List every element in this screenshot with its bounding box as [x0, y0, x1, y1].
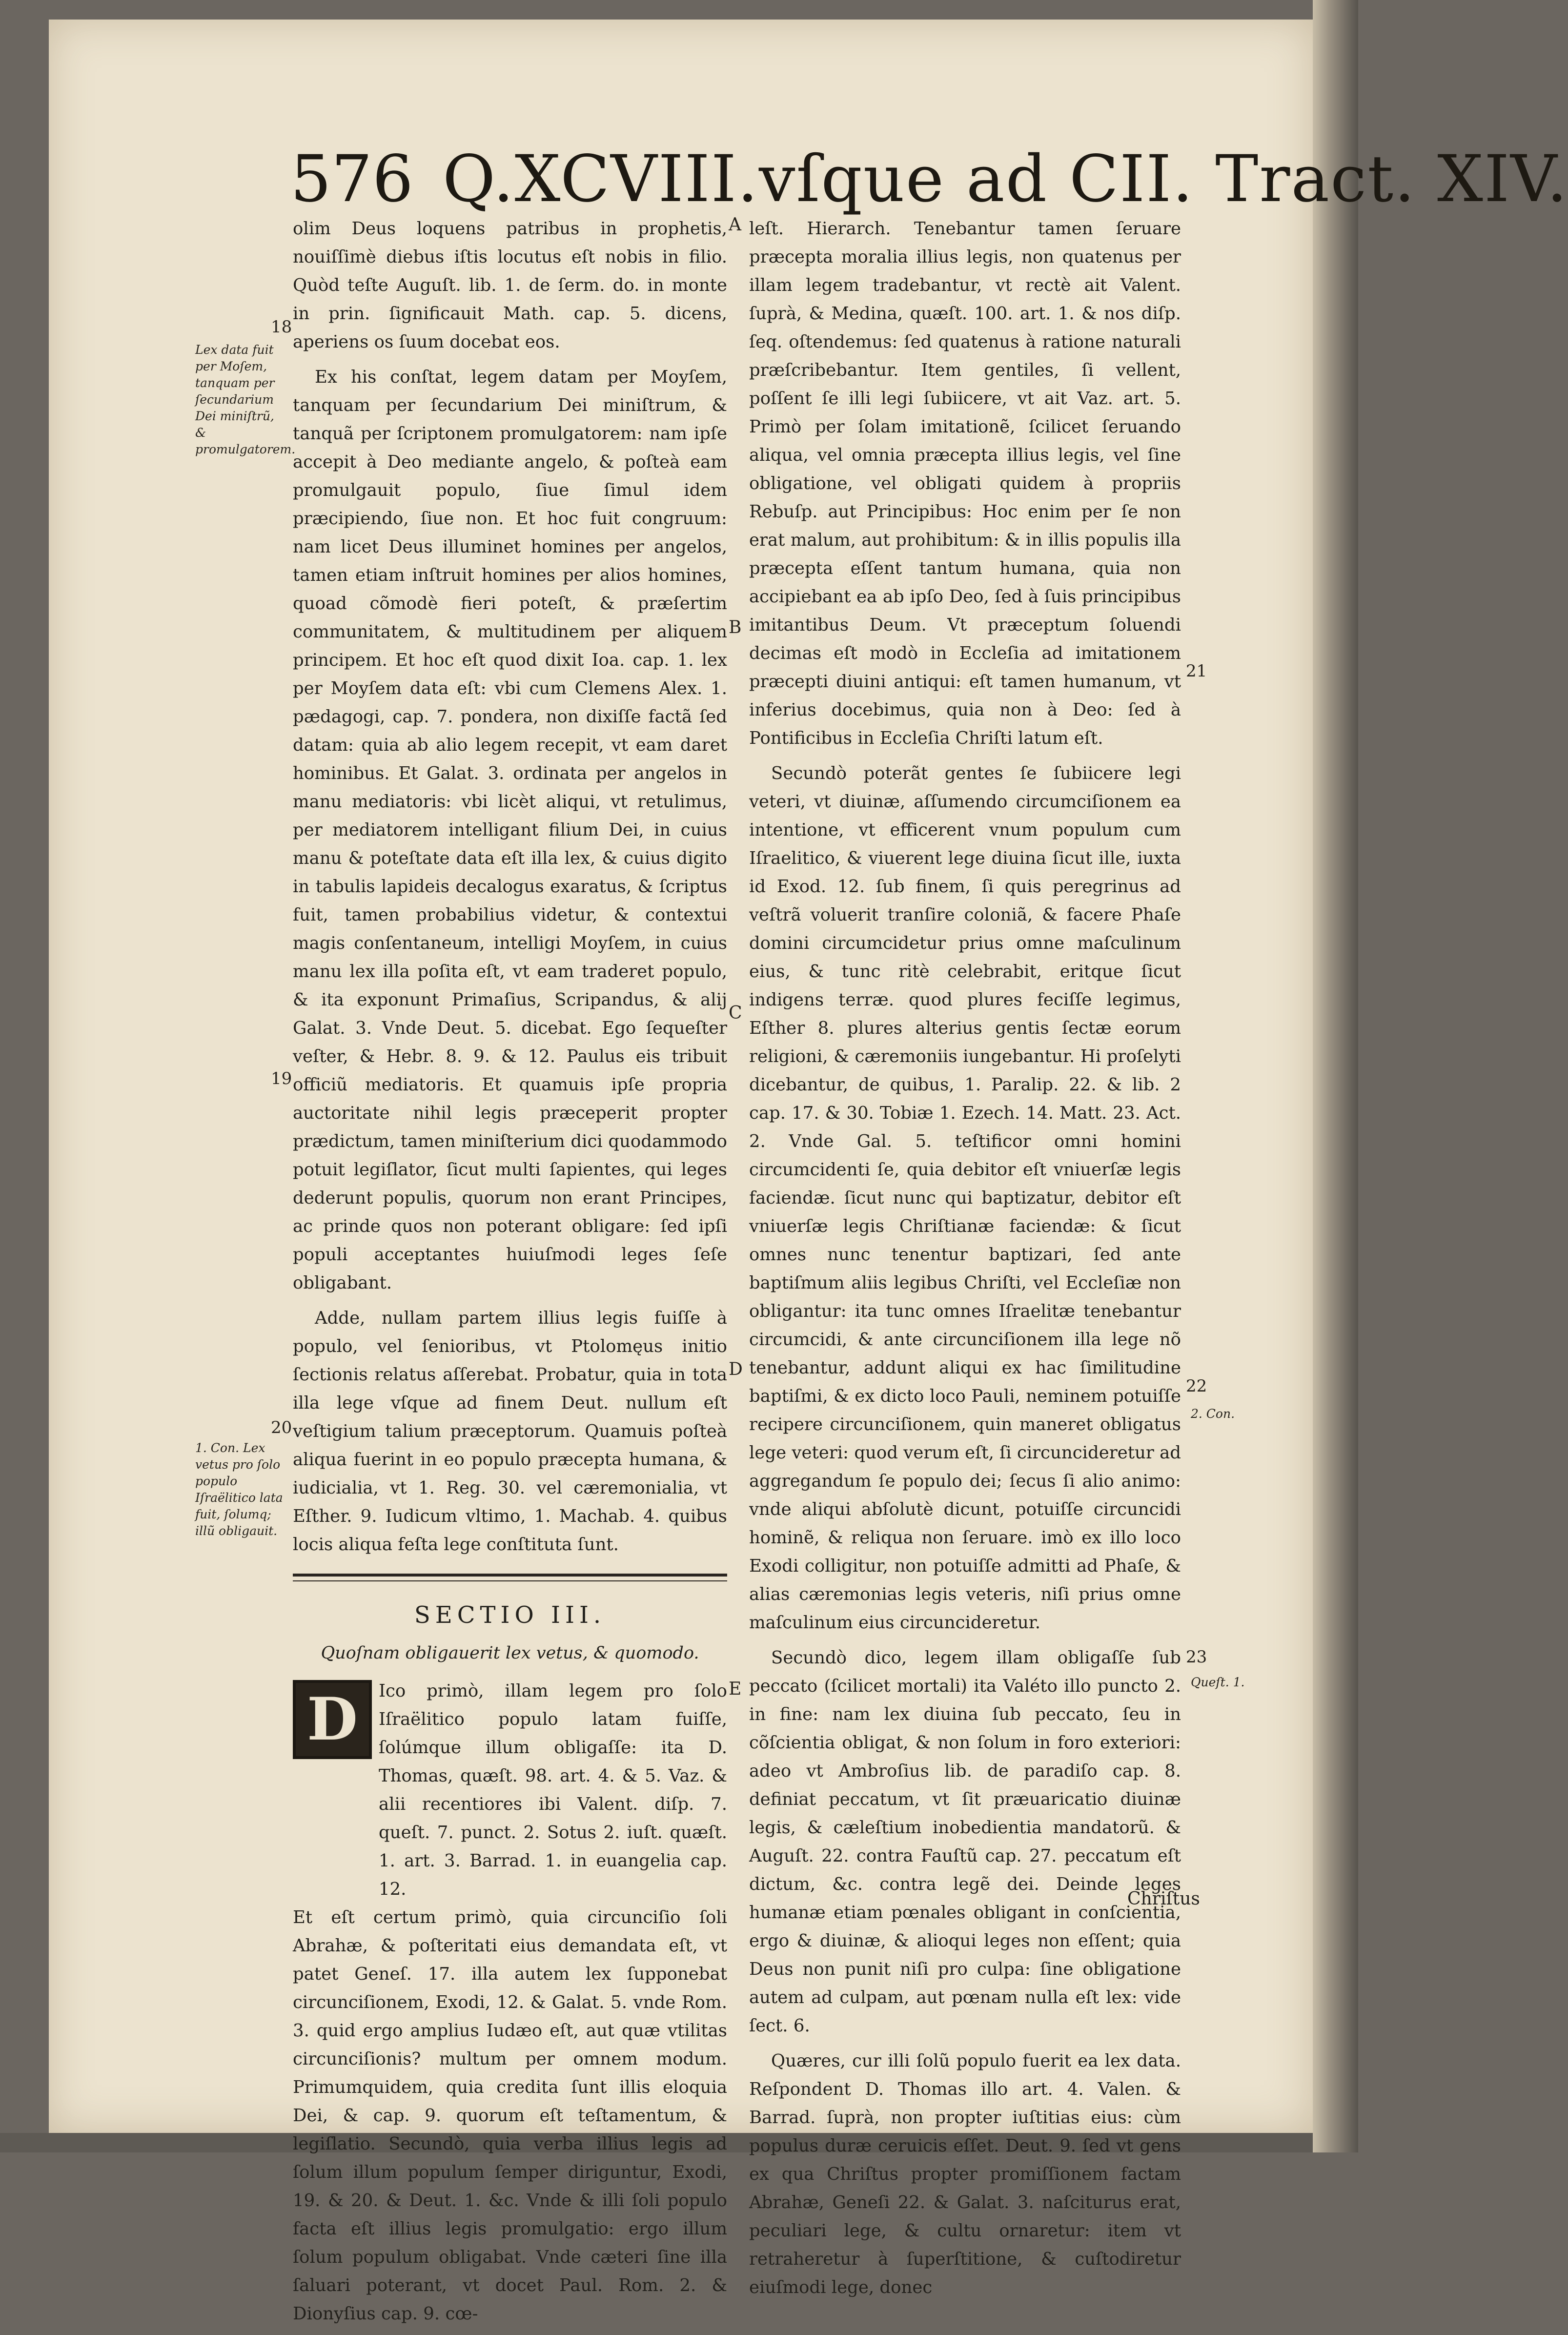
- paragraph: Quæres, cur illi ſolũ populo fuerit ea lex data. Reſpondent D. Thomas illo art. 4. Valen. & Barrad. ſuprà, non propter iuſtitias eius: cùm populus duræ ceruicis eſſet. Deut. 9. ſed vt gens ex qua Chriſtus propter promiſſionem factam Abrahæ, Geneſi 22. & Galat. 3. naſciturus erat, peculiari lege, & cultu ornaretur: item vt retraheretur à ſuperſtitione, & cuſtodiretur eiuſmodi lege, donec: [749, 2051, 1181, 2297]
- page-number: 576: [290, 142, 413, 217]
- section-subtitle: Quoſnam obligauerit lex vetus, & quomodo.: [321, 1643, 699, 1663]
- margin-note-23: Queſt. 1.: [1191, 1675, 1245, 1689]
- section-title: SECTIO III.: [414, 1601, 606, 1629]
- section-opening: [293, 1677, 727, 1904]
- paragraph: Secundò dico, legem illam obligaſſe ſub peccato (ſcilicet mortali) ita Valéto illo puncto 2. in fine: nam lex diuina ſub peccato, ſeu in cõſcientia obligat, & non ſolum in foro exteriori: adeo vt Ambroſius lib. de paradiſo cap. 8. definiat peccatum, vt ſit præuaricatio diuinæ legis, & cæleſtium inobedientia mandatorũ. & Auguſt. 22. contra Fauſtũ cap. 27. peccatum eſt dictum, &c. contra legẽ dei. Deinde leges humanæ etiam pœnales obligant in conſcientia, ergo & diuinæ, & alioqui leges non eſſent; quia Deus non punit niſi pro culpa: ſine obligatione autem ad culpam, aut pœnam nulla eſt lex: vide ſect. 6.: [749, 1648, 1181, 2036]
- margin-note-18: Lex data fuit per Moſem, tanquam per ſecundarium Dei miniſtrũ, & promulgatorem.: [195, 343, 296, 456]
- paragraph-number: 23: [1186, 1647, 1207, 1667]
- paragraph: leſt. Hierarch. Tenebantur tamen ſeruare præcepta moralia illius legis, non quatenus per illam legem tradebantur, vt rectè ait Valent. ſuprà, & Medina, quæſt. 100. art. 1. & nos diſp. ſeq. oſtendemus: ſed quatenus à ratione naturali præſcribebantur. Item gentiles, ſi vellent, poſſent ſe illi legi ſubiicere, vt ait Vaz. art. 5. Primò per ſolam imitationẽ, ſcilicet ſeruando aliqua, vel omnia præcepta illius legis, vel ſine obligatione, vel obligati quidem à propriis Rebuſp. aut Principibus: Hoc enim per ſe non erat malum, aut prohibitum: & in illis populis illa præcepta eſſent tantum humana, quia non accipiebant ea ab ipſo Deo, ſed à ſuis principibus imitantibus Deum. Vt præceptum ſoluendi decimas eſt modò in Eccleſia ad imitationem præcepti diuini antiqui: eſt tamen humanum, vt inferius docebimus, quia non à Deo: ſed à Pontificibus in Eccleſia Chriſti latum eſt.: [749, 219, 1181, 748]
- column-letter: B: [729, 617, 742, 637]
- column-letter: C: [729, 1003, 742, 1023]
- margin-note-22: 2. Con.: [1191, 1407, 1235, 1421]
- catchword: Chriſtus: [1127, 1889, 1200, 1909]
- paragraph-number: 21: [1186, 661, 1207, 681]
- column-letter: A: [729, 215, 741, 235]
- column-letter: D: [729, 1359, 743, 1379]
- paragraph: Adde, nullam partem illius legis fuiſſe à populo, vel ſenioribus, vt Ptolomęus initio ſectionis relatus aſſerebat. Probatur, quia in tota illa lege vſque ad finem Deut. nullum eſt veſtigium talium præceptorum. Quamuis poſteà aliqua fuerint in eo populo præcepta humana, & iudicialia, vt 1. Reg. 30. vel cæremonialia, vt Eſther. 9. Iudicum vltimo, 1. Machab. 4. quibus locis aliqua feſta lege conſtituta ſunt.: [293, 1308, 727, 1555]
- paragraph: Secundò poterãt gentes ſe ſubiicere legi veteri, vt diuinæ, aſſumendo circumciſionem ea intentione, vt efficerent vnum populum cum Iſraelitico, & viuerent lege diuina ſicut ille, iuxta id Exod. 12. ſub finem, ſi quis peregrinus ad veſtrã voluerit tranſire coloniã, & facere Phaſe domini circumcidetur prius omne maſculinum eius, & tunc ritè celebrabit, eritque ſicut indigens terræ. quod plures feciſſe legimus, Eſther 8. plures alterius gentis ſectæ eorum religioni, & cæremoniis iungebantur. Hi proſelyti dicebantur, de quibus, 1. Paralip. 22. & lib. 2 cap. 17. & 30. Tobiæ 1. Ezech. 14. Matt. 23. Act. 2. Vnde Gal. 5. teſtificor omni homini circumcidenti ſe, quia debitor eſt vniuerſæ legis faciendæ. ſicut nunc qui baptizatur, debitor eſt vniuerſæ legis Chriſtianæ faciendæ: & ſicut omnes nunc tenentur baptizari, ſed ante baptiſmum aliis legibus Chriſti, vel Eccleſiæ non obligantur: ita tunc omnes Iſraelitæ tenebantur circumcidi, & ante circunciſionem illa lege nõ tenebantur, addunt aliqui ex hac ſimilitudine baptiſmi, & ex dicto loco Pauli, neminem potuiſſe recipere circunciſionem, quin maneret obligatus lege veteri: quod verum eſt, ſi circuncideretur ad aggregandum ſe populo dei; ſecus ſi alio animo: vnde aliqui abſolutè dicunt, potuiſſe circuncidi hominẽ, & reliqua non ſeruare. imò ex illo loco Exodi colligitur, non potuiſſe admitti ad Phaſe, & alias cæremonias legis veteris, niſi prius omne maſculinum eius circuncideretur.: [749, 763, 1181, 1633]
- left-column: [293, 215, 727, 2335]
- paragraph-number: 20: [271, 1418, 292, 1437]
- section-rule: [293, 1574, 727, 1581]
- running-title: Q.XCVIII.vſque ad CII. Tract. XIV.: [442, 142, 1568, 217]
- right-column: [749, 215, 1181, 2309]
- paragraph-number: 19: [271, 1069, 292, 1088]
- paragraph: olim Deus loquens patribus in prophetis, nouiſſimè diebus iſtis locutus eſt nobis in filio. Quòd teſte Auguſt. lib. 1. de ſerm. do. in monte in prin. ſignificauit Math. cap. 5. dicens, aperiens os ſuum docebat eos.: [293, 219, 727, 352]
- paragraph: Et eſt certum primò, quia circunciſio ſoli Abrahæ, & poſteritati eius demandata eſt, vt patet Geneſ. 17. illa autem lex ſupponebat circunciſionem, Exodi, 12. & Galat. 5. vnde Rom. 3. quid ergo amplius Iudæo eſt, aut quæ vtilitas circunciſionis? multum per omnem modum. Primumquidem, quia credita ſunt illis eloquia Dei, & cap. 9. quorum eſt teſtamentum, & legiſlatio. Secundò, quia verba illius legis ad ſolum illum populum ſemper diriguntur, Exodi, 19. & 20. & Deut. 1. &c. Vnde & illi ſoli populo facta eſt illius legis promulgatio: ergo illum ſolum populum obligabat. Vnde cæteri ſine illa ſaluari poterant, vt docet Paul. Rom. 2. & Dionyſius cap. 9. cœ-: [293, 1907, 727, 2324]
- drop-cap-initial: D: [293, 1680, 372, 1759]
- margin-note-20: 1. Con. Lex vetus pro ſolo populo Iſraëlitico lata fuit, ſolumq; illũ obligauit.: [195, 1441, 283, 1538]
- paragraph: Ex his conſtat, legem datam per Moyſem, tanquam per ſecundarium Dei miniſtrum, & tanquã per ſcriptonem promulgatorem: nam ipſe accepit à Deo mediante angelo, & poſteà eam promulgauit populo, ſiue ſimul idem præcipiendo, ſiue non. Et hoc fuit congruum: nam licet Deus illuminet homines per angelos, tamen etiam inſtruit homines per alios homines, quoad cõmodè fieri poteſt, & præſertim communitatem, & multitudinem per aliquem principem. Et hoc eſt quod dixit Ioa. cap. 1. lex per Moyſem data eſt: vbi cum Clemens Alex. 1. pædagogi, cap. 7. pondera, non dixiſſe factã ſed datam: quia ab alio legem recepit, vt eam daret hominibus. Et Galat. 3. ordinata per angelos in manu mediatoris: vbi licèt aliqui, vt retulimus, per mediatorem intelligant filium Dei, in cuius manu & poteſtate data eſt illa lex, & cuius digito in tabulis lapideis decalogus exaratus, & ſcriptus fuit, tamen probabilius videtur, & contextui magis conſentaneum, intelligi Moyſem, in cuius manu lex illa poſita eſt, vt eam traderet populo, & ita exponunt Primaſius, Scripandus, & alij Galat. 3. Vnde Deut. 5. dicebat. Ego ſequeſter veſter, & Hebr. 8. 9. & 12. Paulus eis tribuit officiũ mediatoris. Et quamuis ipſe propria auctoritate nihil legis præceperit propter prædictum, tamen miniſterium dici quodammodo potuit legiſlator, ſicut multi ſapientes, qui leges dederunt populis, quorum non erant Principes, ac prinde quos non poterant obligare: ſed ipſi populi acceptantes huiuſmodi leges ſeſe obligabant.: [293, 367, 727, 1293]
- paragraph-number: 22: [1186, 1376, 1207, 1396]
- paragraph-number: 18: [271, 317, 292, 337]
- paragraph: Ico primò, illam legem pro ſolo Iſraëlitico populo latam fuiſſe, ſolúmque illum obligaſſe: ita D. Thomas, quæſt. 98. art. 4. & 5. Vaz. & alii recentiores ibi Valent. diſp. 7. queſt. 7. punct. 2. Sotus 2. iuſt. quæſt. 1. art. 3. Barrad. 1. in euangelia cap. 12.: [379, 1681, 727, 1899]
- column-letter: E: [729, 1679, 742, 1699]
- book-edge-right: [1313, 0, 1358, 2152]
